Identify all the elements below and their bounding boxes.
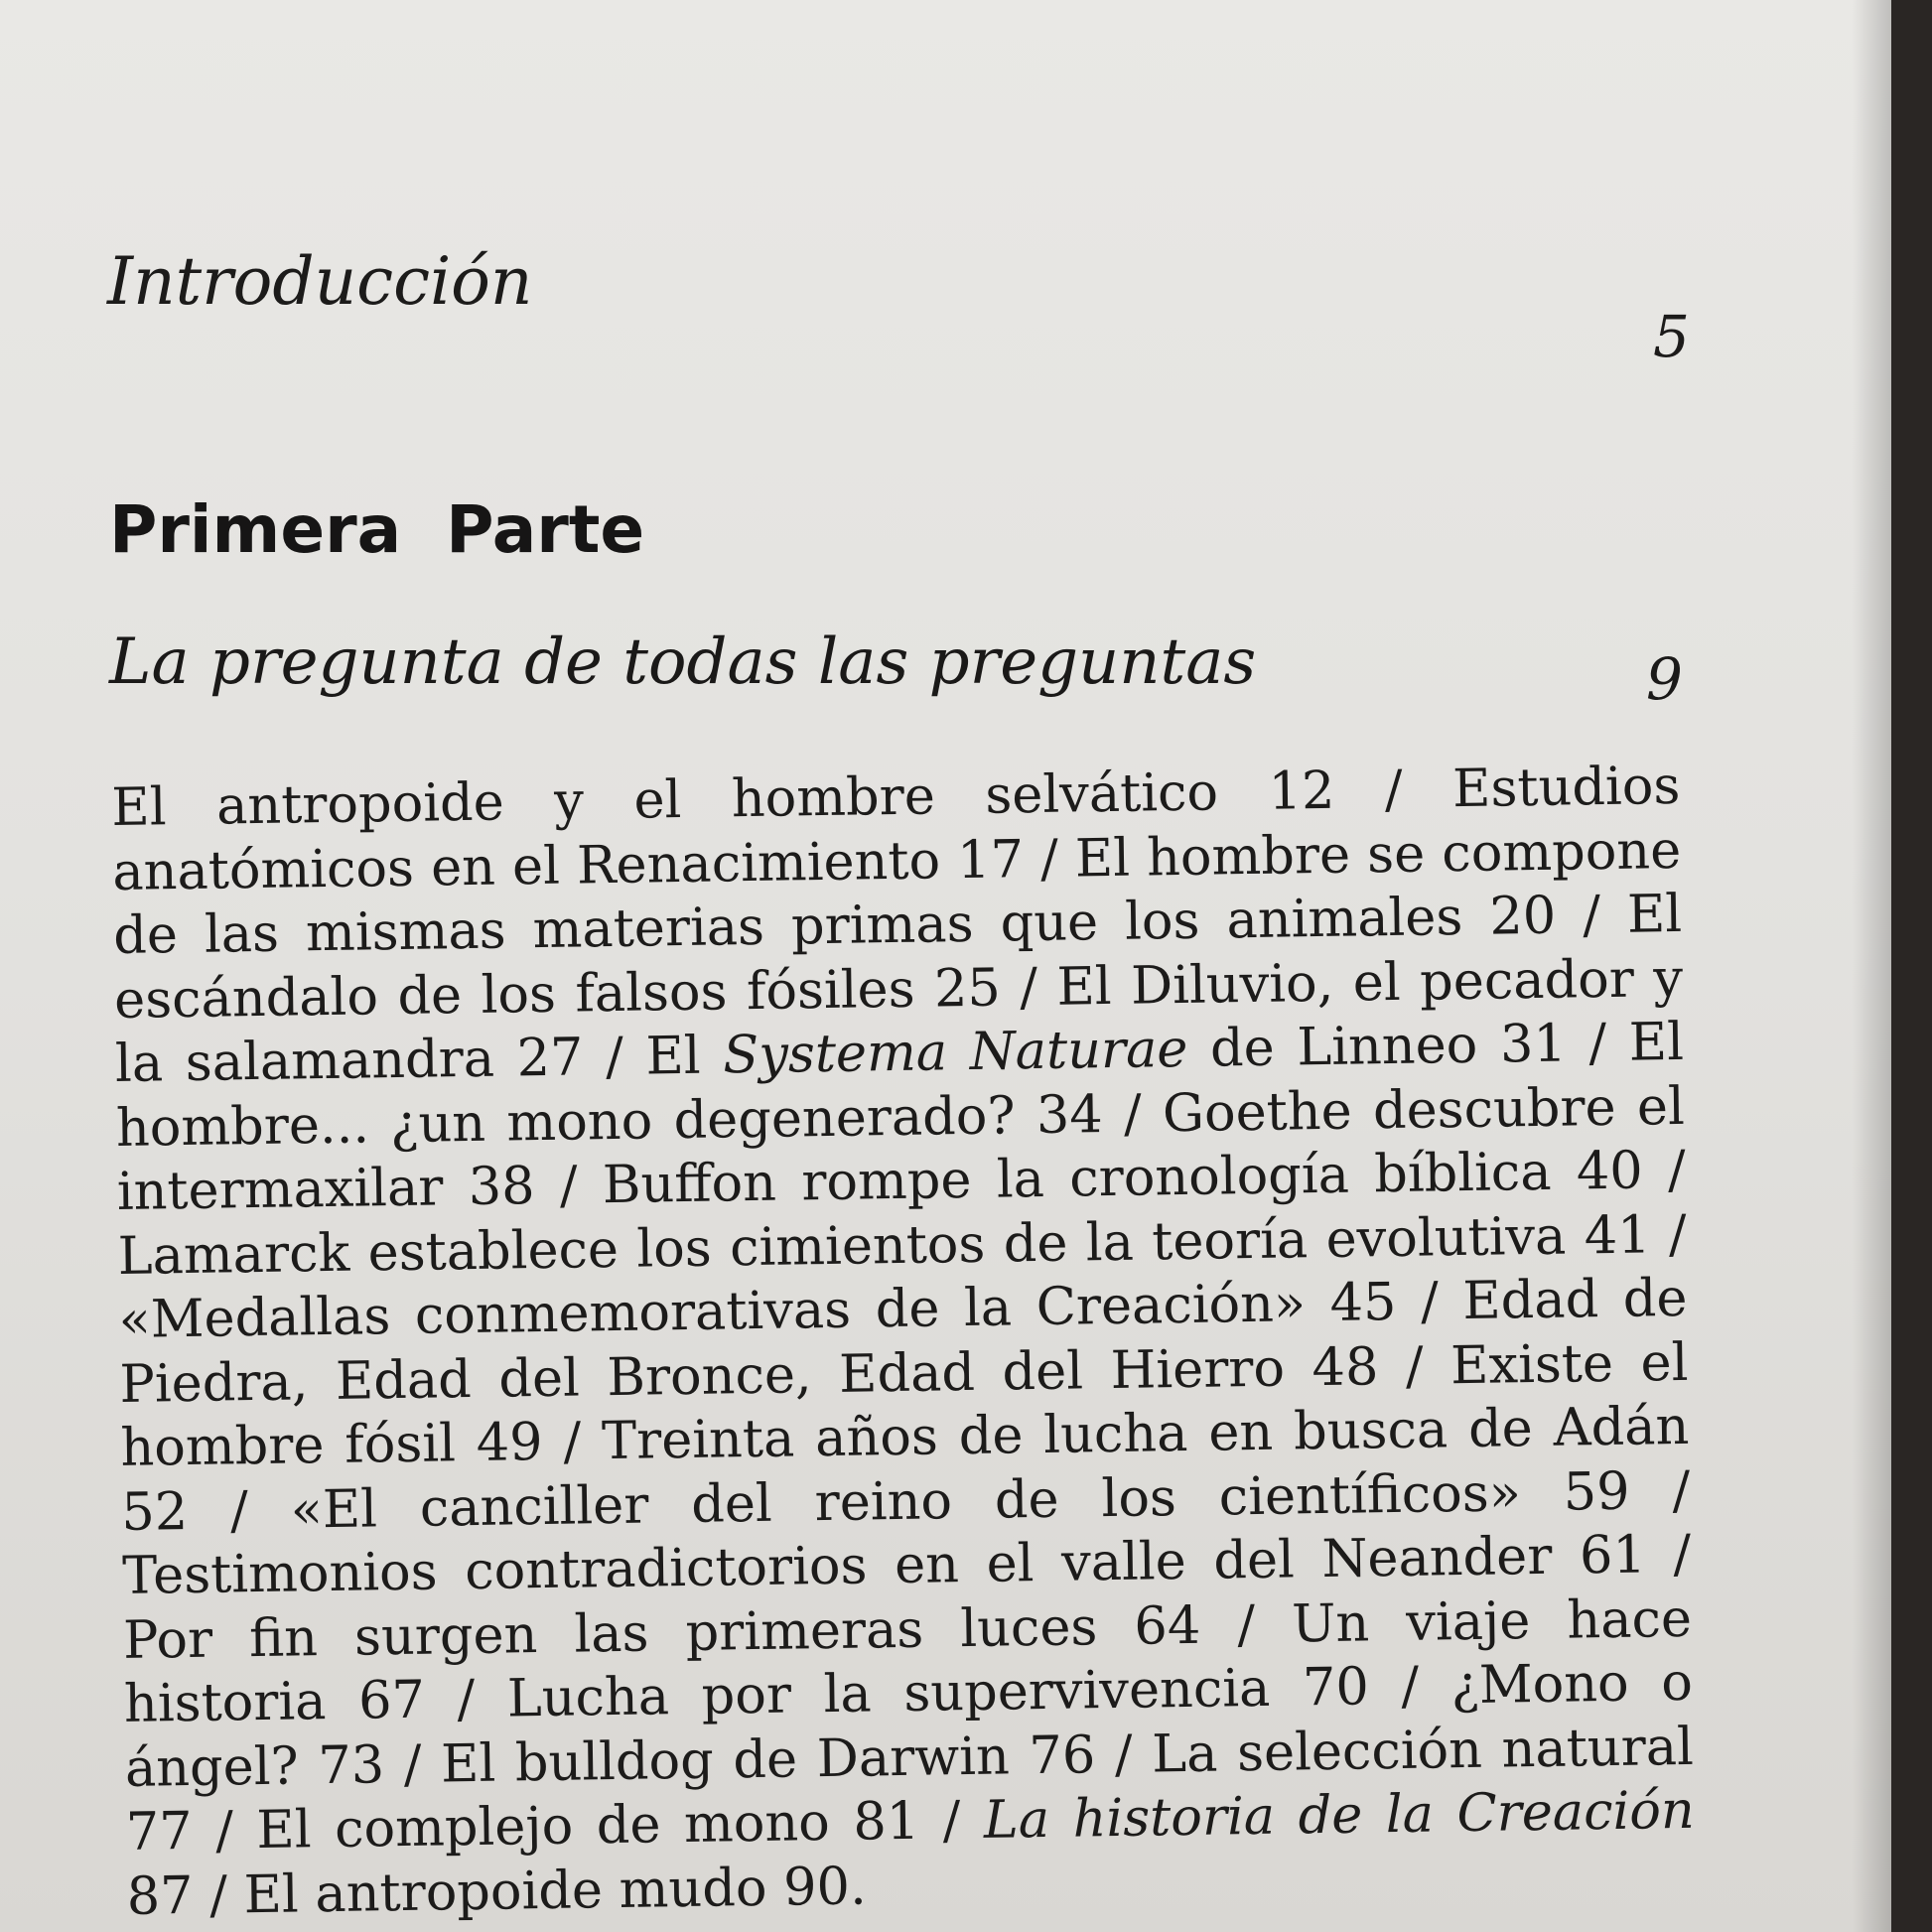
contents-paragraph bbox=[111, 755, 1696, 1929]
page-edge-shadow bbox=[1852, 0, 1891, 1932]
chapter-page-number: 9 bbox=[1646, 645, 1683, 713]
part-heading: Primera Parte bbox=[109, 491, 645, 568]
chapter-title: La pregunta de todas las preguntas bbox=[109, 625, 1257, 699]
introduction-page-number: 5 bbox=[1653, 303, 1690, 370]
paragraph-segment-italic: Systema Naturae bbox=[722, 1018, 1188, 1086]
paragraph-segment: El antropoide y el hombre selvático 12 / Estudios anatómicos en el Renacimiento 17 / El hombre se compone de las mismas materias primas que los animales 20 / El escándalo de los falsos fósiles 25 / El Diluvio, el pecador y la salamandra 27 / El bbox=[111, 755, 1684, 1094]
paragraph-segment-italic: La historia de la Creación bbox=[983, 1779, 1696, 1851]
paragraph-segment: de Linneo 31 / El hombre... ¿un mono degenerado? 34 / Goethe descubre el intermaxilar 38 / Buffon rompe la cronología bíblica 40 / Lamarck establece los cimientos de la teoría evolutiva 41 / «Medallas conmemorativas de la Creación» 45 / Edad de Piedra, Edad del Bronce, Edad del Hierro 48 / Existe el hombre fósil 49 / Treinta años de lucha en busca de Adán 52 / «El canciller del reino de los científicos» 59 / Testimonios contradictorios en el valle del Neander 61 / Por fin surgen las primeras luces 64 / Un viaje hace historia 67 / Lucha por la supervivencia 70 / ¿Mono o ángel? 73 / El bulldog de Darwin 76 / La selección natural 77 / El complejo de mono 81 / bbox=[115, 1011, 1695, 1863]
introduction-title: Introducción bbox=[107, 243, 533, 320]
paragraph-segment: 87 / El antropoide mudo 90. bbox=[126, 1855, 868, 1927]
show-through-text bbox=[139, 10, 156, 71]
